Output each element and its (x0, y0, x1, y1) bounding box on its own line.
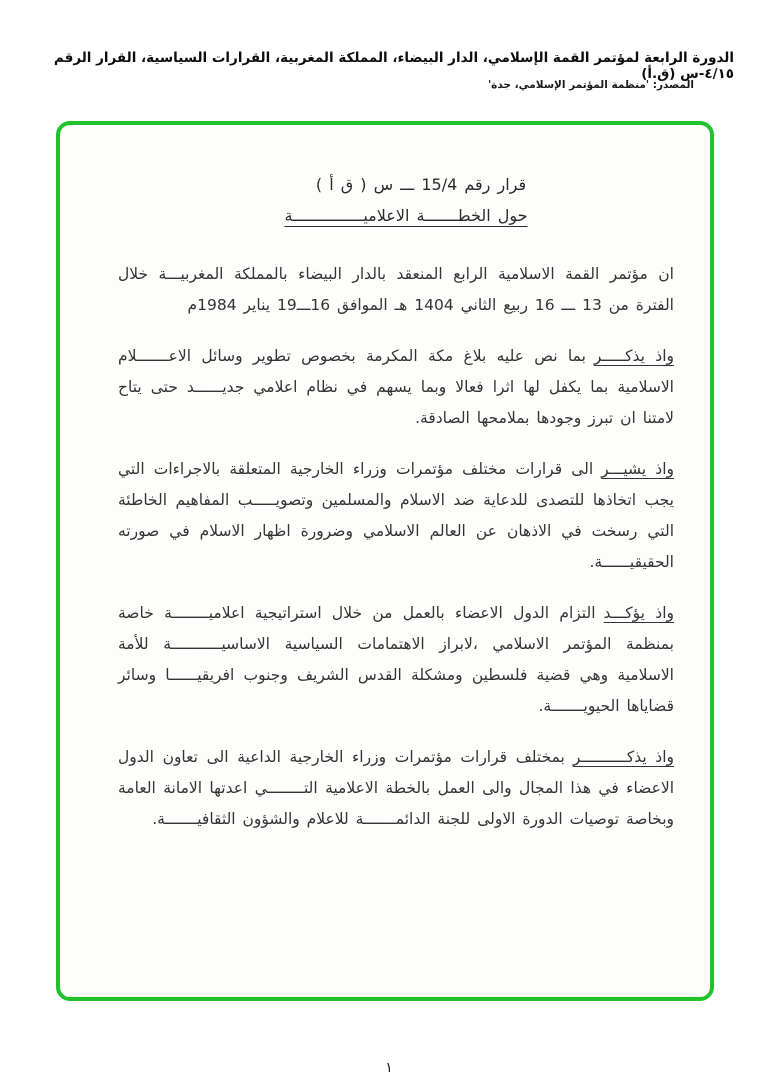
clause-lead: واذ يؤكـــد (603, 604, 674, 622)
paragraph-clause (118, 454, 674, 578)
paragraph-intro-text: ان مؤتمر القمة الاسلامية الرابع المنعقد بالدار البيضاء بالمملكة المغربيـــة خلال الفترة من 13 ـــ 16 ربيع الثاني 1404 هـ الموافق 16ـــ19 يناير 1984م (118, 265, 674, 314)
clause-lead: واذ يذكــــــــــر (572, 748, 674, 766)
paragraph-intro (118, 259, 674, 321)
document-body (118, 175, 674, 855)
page-number: ١ (385, 1060, 393, 1076)
clause-text: التزام الدول الاعضاء بالعمل من خلال استراتيجية اعلاميــــــــة خاصة بمنظمة المؤتمر الاسلامي ،لابراز الاهتمامات السياسية الاساسيـــــــــــة للأمة الاسلامية وهي قضية فلسطين ومشكلة القدس الشريف وجنوب افريقيــــــا وسائر قضاياها الحيويـــــــة. (118, 604, 674, 715)
resolution-title: قرار رقم 15/4 ـــ س ( ق أ ) (315, 175, 527, 194)
clause-text: الى قرارات مختلف مؤتمرات وزراء الخارجية المتعلقة بالاجراءات التي يجب اتخاذها للتصدى للدعاية ضد الاسلام والمسلمين وتصويـــــب المفاهيم الخاطئة التي رسخت في الاذهان عن العالم الاسلامي وضرورة اظهار الاسلام في صورته الحقيقيــــــة. (118, 460, 674, 571)
paragraph-clause (118, 598, 674, 722)
clause-lead: واذ يشيـــر (601, 460, 674, 478)
header-source: المصدر: 'منظمة المؤتمر الإسلامي، جدة' (487, 79, 694, 91)
clause-text: بمختلف قرارات مؤتمرات وزراء الخارجية الداعية الى تعاون الدول الاعضاء في هذا المجال والى العمل بالخطة الاعلامية التــــــــي اعدتها الامانة العامة وبخاصة توصيات الدورة الاولى للجنة الدائمـــــــة للاعلام والشؤون الثقافيـــــــة. (118, 748, 674, 828)
clause-lead: واذ يذكـــــر (593, 347, 674, 365)
scan-frame (56, 121, 714, 1001)
resolution-subtitle: حول الخطـــــــة الاعلاميـــــــــــــــة (284, 206, 528, 225)
header-title: الدورة الرابعة لمؤتمر القمة الإسلامي، الدار البيضاء، المملكة المغربية، القرارات السياسية، القرار الرقم ٤/١٥-س (ق.أ) (53, 50, 734, 82)
clause-text: بما نص عليه بلاغ مكة المكرمة بخصوص تطوير وسائل الاعـــــــلام الاسلامية بما يكفل لها اثرا فعالا وبما يسهم في نظام اعلامي جديــــــد حتى يتاح لامتنا ان تبرز وجودها بملامحها الصادقة. (118, 347, 674, 427)
paragraph-clause (118, 341, 674, 434)
paragraph-clause (118, 742, 674, 835)
